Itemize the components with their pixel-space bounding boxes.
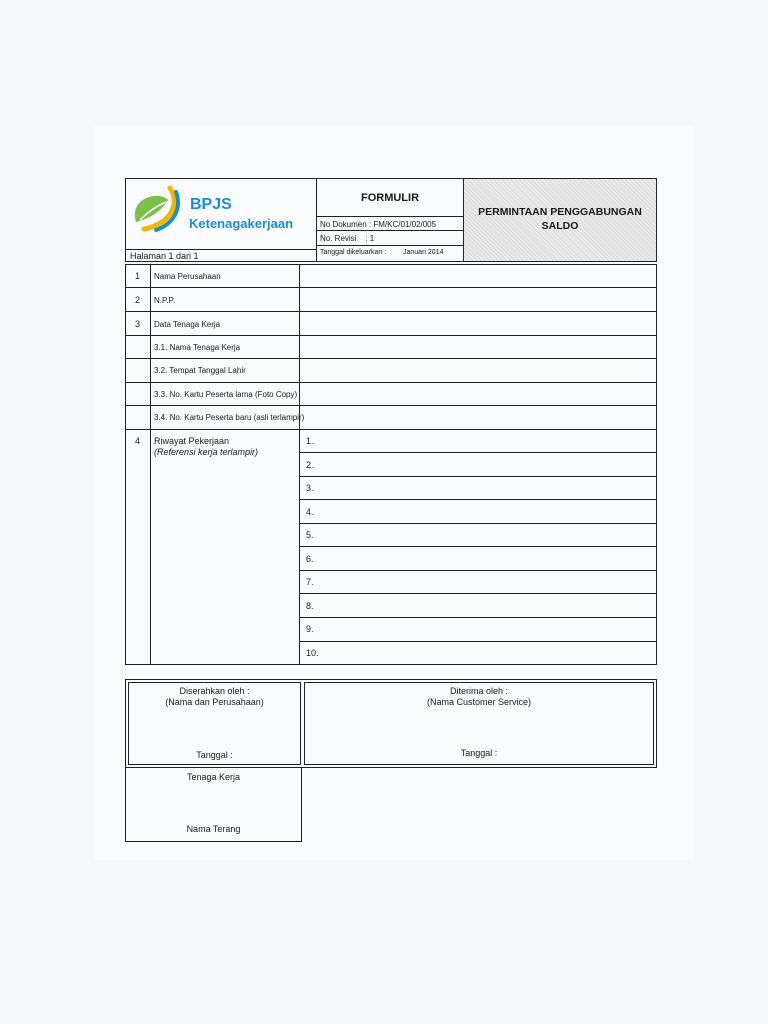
- row-number: 3: [134, 319, 140, 329]
- row-label-worker-data: Data Tenaga Kerja: [154, 320, 221, 329]
- brand-name: BPJS: [190, 196, 232, 213]
- form-title-line1: PERMINTAAN PENGGABUNGAN: [478, 206, 642, 218]
- received-by-label: Diterima oleh :: [449, 686, 509, 696]
- npp-field[interactable]: [300, 288, 656, 311]
- history-item[interactable]: 6.: [306, 554, 314, 564]
- row-label-new-card: 3.4. No. Kartu Peserta baru (asli terlampir): [154, 413, 305, 422]
- history-note: (Referensi kerja terlampir): [154, 447, 259, 457]
- history-item[interactable]: 3.: [306, 483, 314, 493]
- company-name-field[interactable]: [300, 265, 656, 287]
- form-title-line2: SALDO: [541, 220, 579, 232]
- page-counter: Halaman 1 dari 1: [130, 251, 199, 261]
- birth-place-date-field[interactable]: [300, 359, 656, 382]
- submitted-by-label: Diserahkan oleh :: [179, 686, 250, 696]
- form-title: FORMULIR: [360, 192, 420, 204]
- doc-number: No Dokumen : FM/KC/01/02/005: [320, 220, 437, 229]
- submitted-by-sub: (Nama dan Perusahaan): [165, 697, 264, 707]
- history-item[interactable]: 4.: [306, 507, 314, 517]
- row-number: 1: [134, 271, 140, 281]
- worker-name-field[interactable]: [300, 336, 656, 358]
- history-item[interactable]: 9.: [306, 624, 314, 634]
- worker-label: Tenaga Kerja: [186, 772, 241, 782]
- worker-data-field[interactable]: [300, 312, 656, 335]
- date-right-label: Tanggal :: [460, 748, 498, 758]
- bpjs-logo: [130, 186, 186, 234]
- history-item[interactable]: 10.: [306, 648, 319, 658]
- history-item[interactable]: 1.: [306, 436, 314, 446]
- received-by-sub: (Nama Customer Service): [426, 697, 532, 707]
- row-label-worker-name: 3.1. Nama Tenaga Kerja: [154, 343, 241, 352]
- issued-label: Tanggal dikeluarkan :: [320, 249, 387, 256]
- history-item[interactable]: 8.: [306, 601, 314, 611]
- revision-number: No. Revisi : 1: [320, 234, 375, 243]
- row-label-birth-place-date: 3.2. Tempat Tanggal Lahir: [154, 366, 246, 375]
- row-label-company-name: Nama Perusahaan: [154, 272, 221, 281]
- brand-sub: Ketenagakerjaan: [189, 216, 294, 231]
- history-item[interactable]: 2.: [306, 460, 314, 470]
- row-number: 2: [134, 295, 140, 305]
- row-label-npp: N.P.P.: [154, 296, 176, 305]
- clear-name-label: Nama Terang: [186, 824, 241, 834]
- history-item[interactable]: 5.: [306, 530, 314, 540]
- history-item[interactable]: 7.: [306, 577, 314, 587]
- new-card-number-field[interactable]: [300, 406, 656, 429]
- date-left-label: Tanggal :: [196, 750, 233, 760]
- row-label-old-card: 3.3. No. Kartu Peserta lama (Foto Copy): [154, 390, 298, 399]
- history-label: Riwayat Pekerjaan: [154, 436, 230, 446]
- row-number: 4: [134, 436, 140, 446]
- issued-date: Januari 2014: [403, 249, 444, 256]
- old-card-number-field[interactable]: [300, 383, 656, 405]
